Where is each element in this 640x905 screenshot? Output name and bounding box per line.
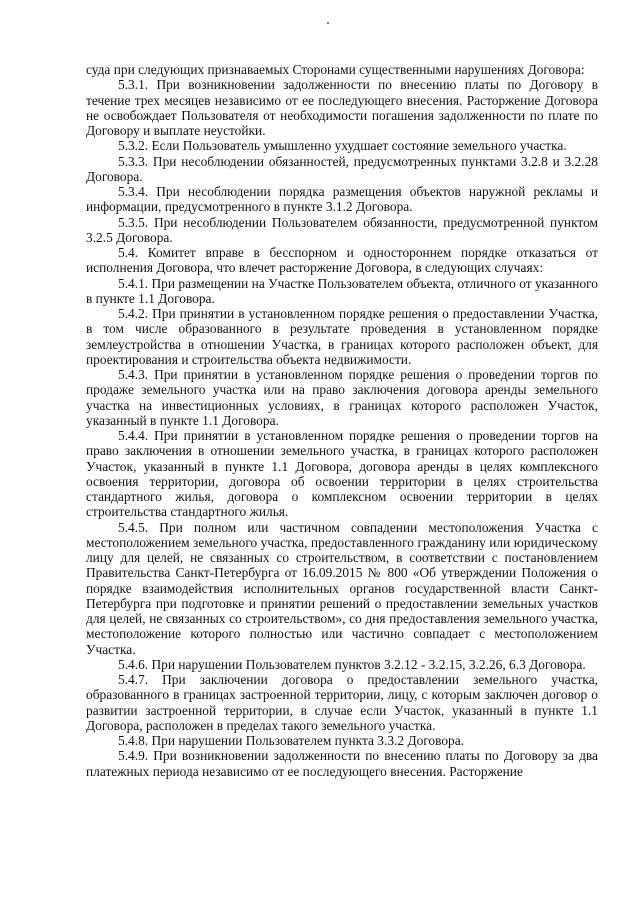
clause-5-4-8: 5.4.8. При нарушении Пользователем пункта 3.3.2 Договора. (118, 733, 465, 748)
clause-5-4-6: 5.4.6. При нарушении Пользователем пунктов 3.2.12 - 3.2.15, 3.2.26, 6.3 Договора. (118, 656, 586, 672)
clause-5-4-1: 5.4.1. При размещении на Участке Пользователем объекта, отличного от указанного в пункте 1.1 Договора. (86, 275, 598, 306)
paragraph-continuation: суда при следующих признаваемых Сторонами существенными нарушениях Договора: (86, 62, 585, 77)
clause-5-4-9: 5.4.9. При возникновении задолженности по внесению платы по Договору за два платежных периода независимо от ее последующего внесения. Расторжение (86, 748, 598, 779)
clause-5-3-5: 5.3.5. При несоблюдении Пользователем обязанности, предусмотренной пунктом 3.2.5 Договора. (86, 214, 598, 245)
clause-5-4-2: 5.4.2. При принятии в установленном порядке решения о предоставлении Участка, в том числе образованного в результате проведения в установленном порядке землеустройства в отношении Участка, в границах которого расположен объект, для проектирования и строительства объекта недвижимости. (86, 306, 598, 367)
document-page (86, 62, 598, 779)
clause-5-4-5: 5.4.5. При полном или частичном совпадении местоположения Участка с местоположением земельного участка, предоставленного гражданину или юридическому лицу для целей, не связанных со строительством, в соответствии с постановлением Правительства Санкт-Петербурга от 16.09.2015 № 800 «Об утверждении Положения о порядке взаимодействия исполнительных органов государственной власти Санкт-Петербурга при подготовке и принятии решений о предоставлении земельных участков для целей, не связанных со строительством», со дня предоставления земельного участка, местоположение которого полностью или частично совпадает с местоположением Участка. (86, 519, 598, 657)
clause-5-4: 5.4. Комитет вправе в бесспорном и одностороннем порядке отказаться от исполнения Договора, что влечет расторжение Договора, в следующих случаях: (86, 245, 598, 276)
clause-5-3-2: 5.3.2. Если Пользователь умышленно ухудшает состояние земельного участка. (118, 138, 567, 154)
clause-5-4-3: 5.4.3. При принятии в установленном порядке решения о проведении торгов по продаже земельного участка или на право заключения договора аренды земельного участка на инвестиционных условиях, в границах которого расположен Участок, указанный в пункте 1.1 Договора. (86, 367, 598, 428)
clause-5-3-4: 5.3.4. При несоблюдении порядка размещения объектов наружной рекламы и информации, предусмотренного в пункте 3.1.2 Договора. (86, 184, 598, 215)
scan-speck (327, 22, 329, 24)
clause-5-4-4: 5.4.4. При принятии в установленном порядке решения о проведении торгов на право заключения в отношении земельного участка, в границах которого расположен Участок, указанный в пункте 1.1 Договора, договора аренды в целях комплексного освоения территории, договора об освоении территории в целях строительства стандартного жилья, договора о комплексном освоении территории в целях строительства стандартного жилья. (86, 428, 598, 520)
clause-5-3-1: 5.3.1. При возникновении задолженности по внесению платы по Договору в течение трех месяцев независимо от ее последующего внесения. Расторжение Договора не освобождает Пользователя от необходимости погашения задолженности по плате по Договору и выплате неустойки. (86, 77, 598, 138)
clause-5-3-3: 5.3.3. При несоблюдении обязанностей, предусмотренных пунктами 3.2.8 и 3.2.28 Договора. (86, 153, 598, 184)
clause-5-4-7: 5.4.7. При заключении договора о предоставлении земельного участка, образованного в границах застроенной территории, лицу, с которым заключен договор о развитии застроенной территории, в случае если Участок, указанный в пункте 1.1 Договора, расположен в пределах такого земельного участка. (86, 672, 598, 733)
